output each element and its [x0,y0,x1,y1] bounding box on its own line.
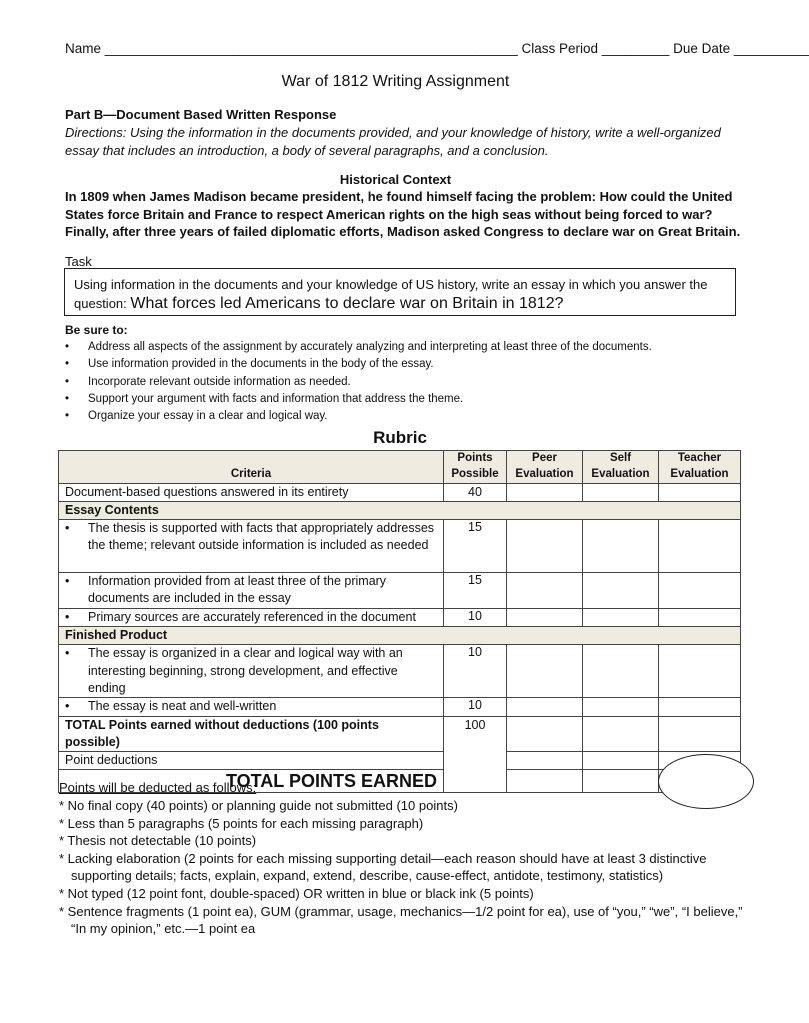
bullet-icon: • [65,521,70,535]
criteria-text: The essay is organized in a clear and logical way with an interesting beginning, strong development, and effective ending [88,646,403,695]
points-header [444,451,507,484]
criteria-cell [59,645,444,698]
list-item [65,356,652,373]
question-prefix: question: [74,296,131,311]
list-item: * Not typed (12 point font, double-spaced) OR written in blue or black ink (5 points) [59,885,534,901]
header-text: Points [457,452,493,464]
peer-score-cell[interactable] [507,645,583,698]
part-b-heading: Part B—Document Based Written Response [65,107,337,122]
bullet-icon: • [65,646,70,661]
self-header [583,451,659,484]
peer-score-cell[interactable] [507,698,583,716]
points-cell: 15 [444,573,507,609]
student-info-line [65,41,809,56]
header-text: Teacher [677,452,722,464]
self-score-cell[interactable] [583,716,659,751]
list-item: * No final copy (40 points) or planning guide not submitted (10 points) [59,798,458,813]
peer-header [507,451,583,484]
header-text: Evaluation [670,467,729,480]
be-sure-heading: Be sure to: [65,323,128,337]
list-item-text: Support your argument with facts and information that address the theme. [88,392,464,405]
list-item [65,374,652,391]
due-date-label: Due Date [673,41,731,56]
rubric-table [58,450,741,793]
bullet-icon: • [65,410,70,423]
self-score-cell[interactable] [583,769,659,792]
criteria-cell [59,520,444,573]
section-row-essay-contents [59,502,741,520]
rubric-title: Rubric [373,428,427,447]
points-cell: 40 [444,484,507,502]
task-question: What forces led Americans to declare war on Britain in 1812? [130,295,564,312]
header-text: Self [609,452,632,464]
list-item-text: Incorporate relevant outside information as needed. [88,375,351,388]
peer-score-cell[interactable] [507,484,583,502]
list-item-text: Organize your essay in a clear and logical way. [88,410,328,423]
deductions-list [59,797,749,938]
list-item: * Lacking elaboration (2 points for each missing supporting detail—each reason should have at least 3 distinctive supporting details; facts, explain, expand, extend, describe, cause-effect, antidote, testimony, statistics) [59,850,707,884]
peer-score-cell[interactable] [507,609,583,627]
points-cell: 10 [444,698,507,716]
self-score-cell[interactable] [583,698,659,716]
teacher-score-cell[interactable] [659,716,741,751]
assignment-title: War of 1812 Writing Assignment [281,73,510,90]
rubric-header-row [59,451,741,484]
task-question-line [74,294,728,313]
section-row-finished-product [59,627,741,645]
bullet-icon: • [65,392,70,405]
criteria-text: Information provided from at least three of the primary documents are included in the essay [88,574,387,606]
criteria-header: Criteria [59,451,444,484]
list-item-text: Address all aspects of the assignment by accurately analyzing and interpreting at least three of the documents. [88,341,652,353]
total-points-cell: 100 [444,716,507,792]
task-line: Using information in the documents and your knowledge of US history, write an essay in which you answer the [74,277,708,292]
self-score-cell[interactable] [583,573,659,609]
list-item-text: Use information provided in the documents in the body of the essay. [88,358,434,371]
deductions-criteria-cell: Point deductions [59,751,444,769]
class-period-label: Class Period [521,41,599,56]
table-row [59,609,741,627]
points-cell: 10 [444,645,507,698]
section-heading: Essay Contents [59,502,741,520]
historical-context-heading: Historical Context [339,172,452,187]
peer-score-cell[interactable] [507,716,583,751]
criteria-cell [59,573,444,609]
teacher-score-cell[interactable] [659,645,741,698]
total-criteria-cell: TOTAL Points earned without deductions (100 points possible) [59,716,444,751]
teacher-score-cell[interactable] [659,484,741,502]
peer-score-cell[interactable] [507,769,583,792]
criteria-cell: Document-based questions answered in its entirety [59,484,444,502]
due-date-blank[interactable]: __________ [733,41,809,56]
task-label: Task [65,254,92,269]
criteria-cell [59,698,444,716]
table-row [59,698,741,716]
total-row [59,716,741,751]
bullet-icon: • [65,341,70,353]
table-row [59,573,741,609]
list-item [65,391,652,408]
teacher-score-cell[interactable] [659,573,741,609]
self-score-cell[interactable] [583,751,659,769]
self-score-cell[interactable] [583,609,659,627]
criteria-text: Primary sources are accurately referenced in the document [88,610,416,624]
self-score-cell[interactable] [583,645,659,698]
self-score-cell[interactable] [583,484,659,502]
table-row [59,484,741,502]
deductions-row [59,751,741,769]
task-box [64,268,736,316]
header-text: Evaluation [591,467,650,480]
be-sure-list [65,339,652,425]
list-item [65,339,652,356]
list-item: * Sentence fragments (1 point ea), GUM (grammar, usage, mechanics—1/2 point for ea), use of “you,” “we”, “I believe,” “In my opinion,” etc.—1 point ea [59,903,743,937]
historical-context-text: In 1809 when James Madison became president, he found himself facing the problem: How could the United States force Britain and France to respect American rights on the high seas without being forced to war? Finally, after three years of failed diplomatic efforts, Madison asked Congress to declare war on Great Britain. [65,189,741,239]
teacher-score-cell[interactable] [659,609,741,627]
total-earned-label: TOTAL POINTS EARNED [59,769,444,792]
criteria-text: The thesis is supported with facts that appropriately addresses the theme; relevant outside information is included as needed [88,521,435,553]
table-row [59,645,741,698]
points-cell: 10 [444,609,507,627]
name-blank[interactable]: _______________________________________________________ [104,41,518,56]
deductions-heading: Points will be deducted as follows: [59,780,257,795]
header-text: Evaluation [515,467,574,480]
directions-text: Directions: Using the information in the documents provided, and your knowledge of history, write a well-organized essay that includes an introduction, a body of several paragraphs, and a conclusion. [65,125,721,158]
bullet-icon: • [65,699,70,714]
criteria-cell [59,609,444,627]
table-row [59,520,741,573]
list-item: * Less than 5 paragraphs (5 points for each missing paragraph) [59,815,424,831]
peer-score-cell[interactable] [507,573,583,609]
bullet-icon: • [65,574,70,588]
header-text: Peer [532,452,557,464]
name-label: Name [65,41,102,56]
teacher-header [659,451,741,484]
list-item [65,408,652,425]
self-score-cell[interactable] [583,520,659,573]
header-text: Possible [451,467,499,480]
section-heading: Finished Product [59,627,741,645]
bullet-icon: • [65,358,70,371]
peer-score-cell[interactable] [507,751,583,769]
teacher-score-cell[interactable] [659,698,741,716]
peer-score-cell[interactable] [507,520,583,573]
class-period-blank[interactable]: _________ [601,41,670,56]
list-item: * Thesis not detectable (10 points) [59,833,257,849]
criteria-text: The essay is neat and well-written [88,699,277,714]
bullet-icon: • [65,375,70,388]
bullet-icon: • [65,610,70,624]
points-cell: 15 [444,520,507,573]
teacher-score-cell[interactable] [659,520,741,573]
